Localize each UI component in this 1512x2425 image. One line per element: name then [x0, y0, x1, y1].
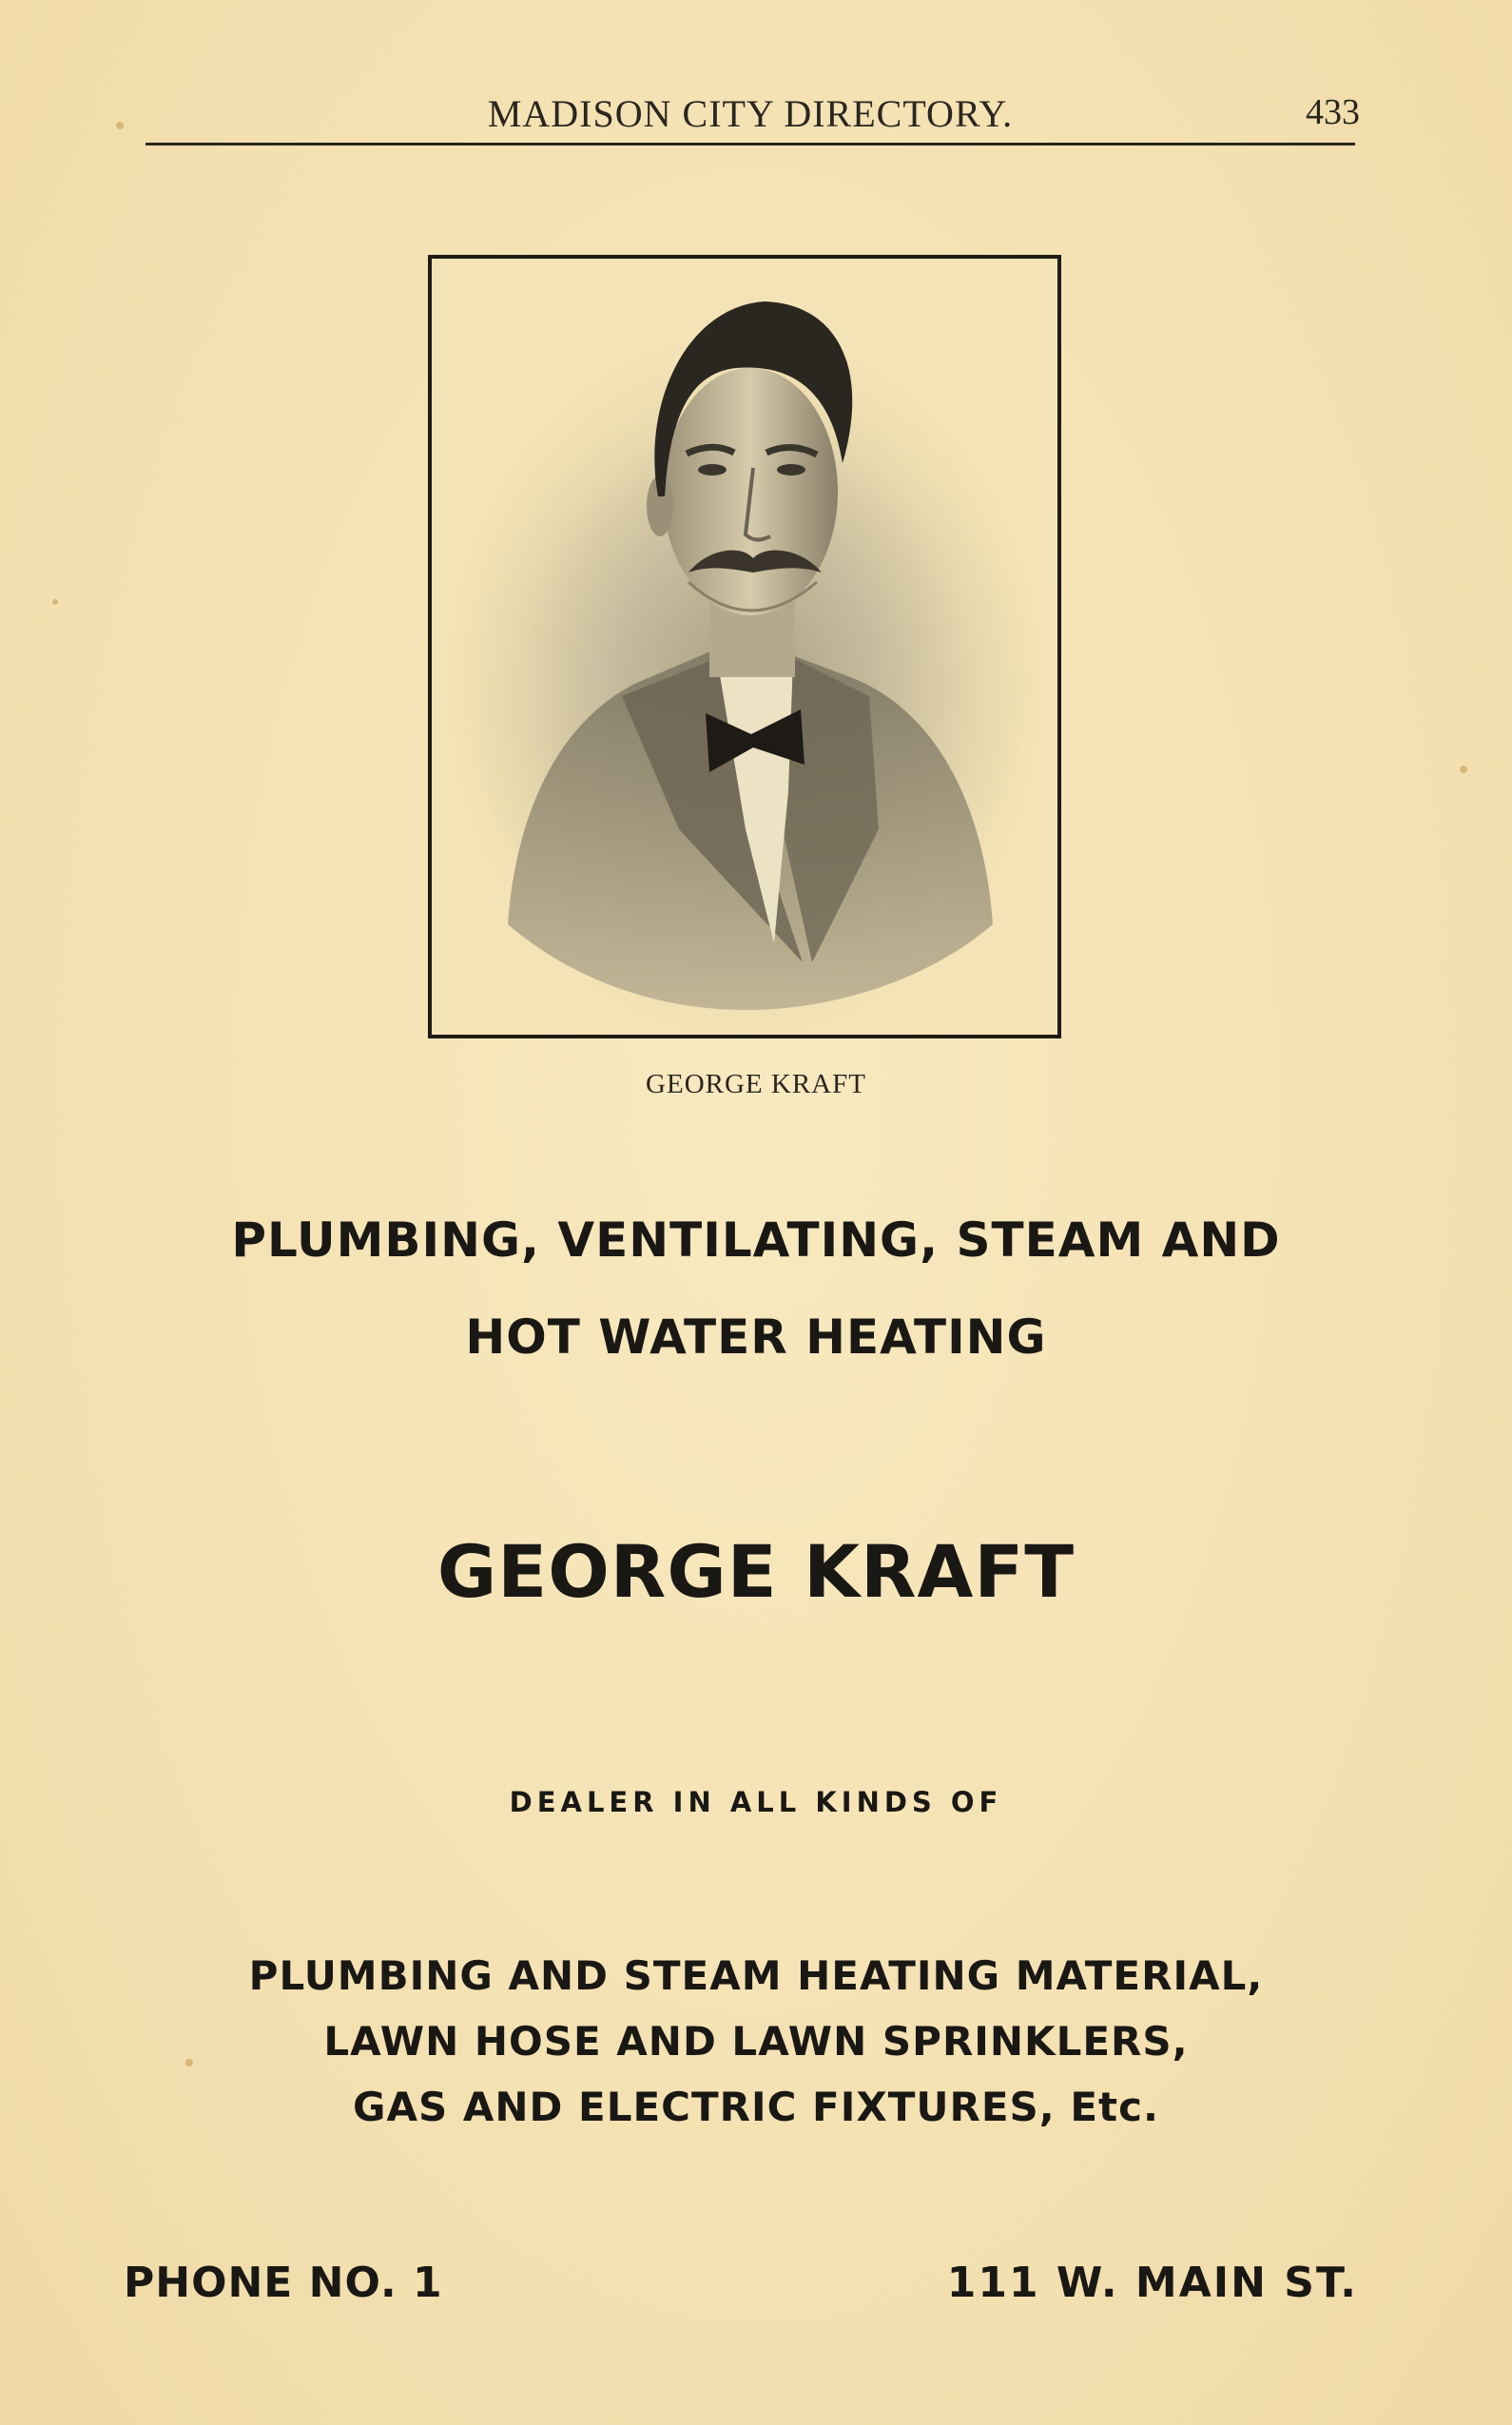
portrait-frame [428, 255, 1061, 1038]
portrait-caption: GEORGE KRAFT [646, 1069, 866, 1099]
portrait-image [432, 259, 1057, 1035]
dealer-intro: DEALER IN ALL KINDS OF [509, 1786, 1003, 1818]
materials-line-1: PLUMBING AND STEAM HEATING MATERIAL, [248, 1952, 1264, 1999]
services-heading-line-1: PLUMBING, VENTILATING, STEAM AND [231, 1212, 1281, 1268]
paper-speck [1460, 766, 1467, 773]
page-number: 433 [1306, 92, 1360, 132]
phone-number: PHONE NO. 1 [124, 2259, 443, 2307]
paper-speck [185, 2059, 193, 2066]
services-heading-line-2: HOT WATER HEATING [465, 1310, 1047, 1365]
proprietor-name: GEORGE KRAFT [436, 1529, 1076, 1614]
materials-line-2: LAWN HOSE AND LAWN SPRINKLERS, [323, 2018, 1189, 2065]
street-address: 111 W. MAIN ST. [946, 2259, 1358, 2307]
running-header [145, 86, 1360, 146]
materials-line-3: GAS AND ELECTRIC FIXTURES, Etc. [353, 2084, 1159, 2130]
running-title: MADISON CITY DIRECTORY. [487, 92, 1014, 135]
paper-speck [52, 599, 58, 605]
paper-speck [116, 122, 124, 129]
